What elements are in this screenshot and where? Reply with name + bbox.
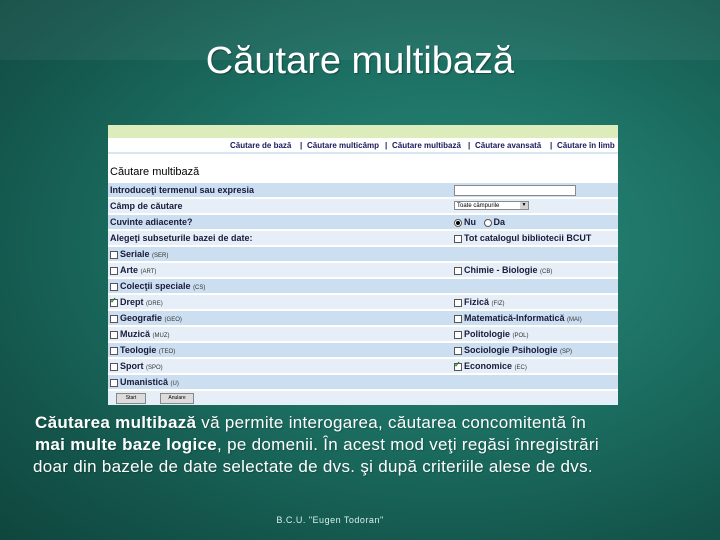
subset-code: (SER): [152, 253, 169, 259]
subset-row: [108, 359, 618, 373]
form-title: Căutare multibază: [110, 166, 200, 178]
field-row: [108, 199, 618, 213]
search-nav: [108, 139, 618, 151]
subset-name: Politologie: [464, 329, 510, 339]
subset-matematica-informatica[interactable]: [454, 313, 582, 323]
subset-fizica[interactable]: [454, 297, 505, 307]
subset-row: [108, 343, 618, 357]
checkbox[interactable]: [110, 267, 118, 275]
subset-row: [108, 295, 618, 309]
adjacent-label: Cuvinte adiacente?: [110, 217, 193, 227]
subset-name: Sociologie Psihologie: [464, 345, 558, 355]
nav-separator: |: [300, 141, 303, 150]
subset-code: (MUZ): [152, 333, 170, 339]
whole-catalog-checkbox[interactable]: [454, 235, 462, 243]
radio-yes-label: Da: [493, 217, 506, 227]
field-select[interactable]: [454, 201, 529, 210]
start-button[interactable]: Start: [116, 393, 146, 404]
subset-name: Matematică-Informatică: [464, 313, 565, 323]
subset-name: Economice: [464, 361, 513, 371]
subset-code: (CS): [193, 285, 206, 291]
subset-muzica[interactable]: [110, 329, 170, 339]
whole-catalog-option[interactable]: [454, 233, 591, 243]
subset-geografie[interactable]: [110, 313, 182, 323]
subset-politologie[interactable]: [454, 329, 529, 339]
nav-separator: |: [385, 141, 388, 150]
search-page-screenshot: [108, 125, 618, 405]
subsets-header-row: [108, 231, 618, 245]
subset-code: (U): [170, 381, 179, 387]
subset-code: (TEO): [158, 349, 176, 355]
subset-code: (ART): [140, 269, 157, 275]
subset-umanistica[interactable]: [110, 377, 179, 387]
subset-colectii-speciale[interactable]: [110, 281, 205, 291]
radio-no-label: Nu: [464, 217, 476, 227]
cancel-button[interactable]: Anulare: [160, 393, 194, 404]
subset-code: (MAI): [567, 317, 582, 323]
subset-row: [108, 375, 618, 389]
subset-economice[interactable]: [454, 361, 527, 371]
checkbox[interactable]: [110, 331, 118, 339]
description-emphasis: mai multe baze logice: [35, 435, 218, 454]
subset-drept[interactable]: [110, 297, 163, 307]
subset-code: (POL): [512, 333, 529, 339]
subset-name: Seriale: [120, 249, 150, 259]
nav-separator: |: [550, 141, 553, 150]
nav-multibase-search[interactable]: Căutare multibază: [392, 141, 461, 150]
description-line-2: [35, 434, 599, 456]
checkbox[interactable]: [454, 267, 462, 275]
checkbox[interactable]: [454, 315, 462, 323]
description-text: , pe domenii. În acest mod veţi regăsi înregistrări: [217, 435, 599, 454]
description-text: vă permite interogarea, căutarea concomitentă în: [196, 413, 587, 432]
field-label: Câmp de căutare: [110, 201, 183, 211]
footer-credit: B.C.U. "Eugen Todoran": [276, 515, 384, 525]
checkbox[interactable]: [110, 363, 118, 371]
slide-title: Căutare multibază: [205, 40, 515, 82]
checkbox-checked[interactable]: [454, 363, 462, 371]
term-label: Introduceţi termenul sau expresia: [110, 185, 255, 195]
subset-name: Muzică: [120, 329, 151, 339]
nav-separator: |: [468, 141, 471, 150]
description-line-3: doar din bazele de date selectate de dvs. şi după criteriile alese de dvs.: [33, 457, 593, 476]
subset-name: Fizică: [464, 297, 490, 307]
checkbox-checked[interactable]: [110, 299, 118, 307]
subset-name: Drept: [120, 297, 144, 307]
checkbox[interactable]: [110, 283, 118, 291]
subset-code: (FIZ): [491, 301, 505, 307]
checkbox[interactable]: [454, 299, 462, 307]
checkbox[interactable]: [110, 379, 118, 387]
checkbox[interactable]: [110, 347, 118, 355]
adjacent-row: [108, 215, 618, 229]
subset-code: (GEO): [164, 317, 182, 323]
subset-name: Teologie: [120, 345, 157, 355]
subset-sociologie-psihologie[interactable]: [454, 345, 572, 355]
description-emphasis: Căutarea multibază: [35, 413, 197, 432]
subset-name: Umanistică: [120, 377, 169, 387]
subset-arte[interactable]: [110, 265, 156, 275]
field-select-value: Toate câmpurile: [457, 203, 500, 209]
term-row: [108, 183, 618, 197]
radio-yes[interactable]: [484, 219, 492, 227]
checkbox[interactable]: [454, 331, 462, 339]
buttons-row: [108, 391, 618, 405]
subset-chimie-biologie[interactable]: [454, 265, 552, 275]
nav-basic-search[interactable]: Căutare de bază: [230, 141, 292, 150]
subset-row: [108, 263, 618, 277]
subset-name: Colecţii speciale: [120, 281, 191, 291]
nav-free-search[interactable]: Căutare în limb: [557, 141, 615, 150]
subset-name: Arte: [120, 265, 139, 275]
adjacent-radio-group: [454, 217, 505, 227]
checkbox[interactable]: [110, 251, 118, 259]
subset-row: [108, 247, 618, 261]
top-bar: [108, 125, 618, 138]
subset-name: Geografie: [120, 313, 163, 323]
subset-row: [108, 279, 618, 293]
subset-row: [108, 311, 618, 325]
chevron-down-icon: ▼: [521, 202, 527, 208]
subset-name: Chimie - Biologie: [464, 265, 538, 275]
subset-row: [108, 327, 618, 341]
subset-code: (CB): [540, 269, 553, 275]
subset-code: (EC): [514, 365, 527, 371]
term-input[interactable]: [454, 185, 576, 196]
subset-code: (DRE): [146, 301, 163, 307]
radio-no[interactable]: [454, 219, 462, 227]
subset-seriale[interactable]: [110, 249, 168, 259]
whole-catalog-label: Tot catalogul bibliotecii BCUT: [464, 233, 592, 243]
checkbox[interactable]: [110, 315, 118, 323]
subset-sport[interactable]: [110, 361, 163, 371]
subset-code: (SPO): [146, 365, 163, 371]
description-line-1: [35, 412, 586, 434]
nav-divider: [108, 152, 618, 154]
nav-advanced-search[interactable]: Căutare avansată: [475, 141, 542, 150]
subset-teologie[interactable]: [110, 345, 175, 355]
checkbox[interactable]: [454, 347, 462, 355]
nav-multifield-search[interactable]: Căutare multicâmp: [307, 141, 380, 150]
subset-code: (SP): [560, 349, 573, 355]
subsets-label: Alegeţi subseturile bazei de date:: [110, 233, 253, 243]
subset-name: Sport: [120, 361, 144, 371]
